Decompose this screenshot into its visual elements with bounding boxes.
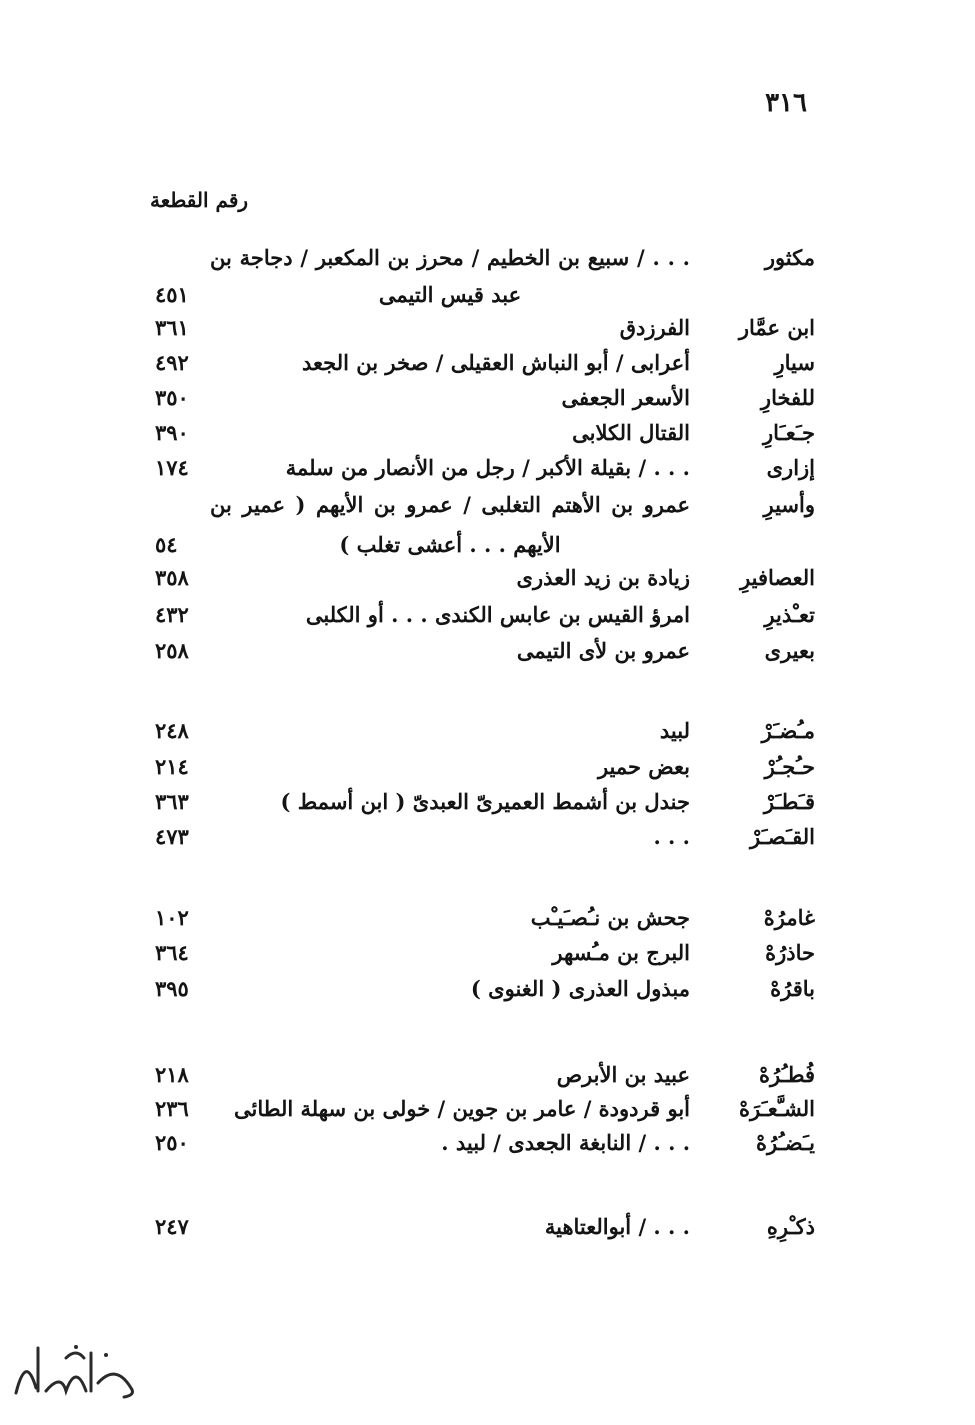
piece-number: ٢١٤ [155,754,189,779]
piece-number: ٢١٨ [155,1062,189,1087]
poet-names: . . . / بقيلة الأكبر / رجل من الأنصار من سلمة [285,455,690,480]
piece-number: ١٠٢ [155,905,189,930]
piece-number: ٣٥٠ [155,385,189,410]
rhyme-word: وأسيرِ [763,492,815,517]
poet-names: عمرو بن الأهتم التغلبى / عمرو بن الأيهم ( عمير بن [210,492,690,517]
piece-number: ٢٥٨ [155,638,189,663]
poet-names: الفرزدق [619,315,690,340]
poet-names: عبيد بن الأبرص [556,1062,690,1087]
piece-number: ٣٦٣ [155,789,189,814]
rhyme-word: العصافيرِ [740,565,815,590]
poet-names: زيادة بن زيد العذرى [516,565,690,590]
piece-number: ٢٤٧ [155,1214,189,1239]
piece-number: ٣٩٥ [155,976,189,1001]
rhyme-word: جـَعـَارِ [763,420,815,445]
piece-number: ١٧٤ [155,455,189,480]
rhyme-word: ابن عمَّار [738,315,815,340]
poet-names: عمرو بن لأى التيمى [516,638,690,663]
poet-names: عبد قيس التيمى [378,282,522,307]
poet-names: مبذول العذرى ( الغنوى ) [470,976,690,1001]
rhyme-word: سيارِ [774,350,815,375]
rhyme-word: مـُضـَرْ [761,718,815,743]
poet-names: الأسعر الجعفى [561,385,690,410]
piece-number: ٤٩٢ [155,350,189,375]
piece-number: ٤٣٢ [155,602,189,627]
piece-number: ٣٦١ [155,315,189,340]
calligraphic-seal-icon [6,1333,146,1413]
rhyme-word: حاذرُهْ [765,940,815,965]
poet-names: . . . / أبوالعتاهية [544,1214,690,1239]
poet-names: امرؤ القيس بن عابس الكندى . . . أو الكلبى [305,602,690,627]
poet-names: . . . [653,824,690,849]
poet-names: . . . / النابغة الجعدى / لبيد . [441,1130,690,1155]
column-header: رقم القطعة [150,188,249,212]
piece-number: ٢٣٦ [155,1096,189,1121]
poet-names: أعرابى / أبو النباش العقيلى / صخر بن الجعد [302,350,690,375]
poet-names: بعض حمير [597,754,690,779]
piece-number: ٢٤٨ [155,718,189,743]
poet-names: البرج بن مـُسهر [552,940,690,965]
piece-number: ٣٦٤ [155,940,189,965]
rhyme-word: القـَصـَرْ [750,824,815,849]
rhyme-word: حـُجـُرْ [764,754,815,779]
poet-names: الأيهم . . . أعشى تغلب ) [339,532,561,557]
poet-names: جندل بن أشمط العميرىّ العبدىّ ( ابن أسمط ) [280,789,690,814]
rhyme-word: قـَطـَرْ [763,789,815,814]
poet-names: لبيد [659,718,690,743]
rhyme-word: الشـَّعـَرَهْ [739,1096,815,1121]
rhyme-word: غامرُهْ [763,905,815,930]
piece-number: ٣٥٨ [155,565,189,590]
poet-names: . . . / سبيع بن الخطيم / محرز بن المكعبر / دجاجة بن [210,245,690,270]
rhyme-word: يـَضـُرُهْ [756,1130,815,1155]
piece-number: ٤٥١ [155,282,189,307]
piece-number: ٥٤ [155,532,178,557]
poet-names: أبو قردودة / عامر بن جوين / خولى بن سهلة الطائى [234,1096,690,1121]
piece-number: ٢٥٠ [155,1130,189,1155]
rhyme-word: فُطـُرُهْ [758,1062,815,1087]
poet-names: جحش بن نـُصـَيـْب [530,905,690,930]
watermark-logo [6,1333,146,1413]
piece-number: ٣٩٠ [155,420,189,445]
rhyme-word: بعيرى [764,638,815,663]
rhyme-word: باقرُهْ [770,976,815,1001]
poet-names: القتال الكلابى [572,420,690,445]
page-number: ٣١٦ [765,88,807,118]
piece-number: ٤٧٣ [155,824,189,849]
rhyme-word: تعـْذيرِ [764,602,815,627]
rhyme-word: مكثور [764,245,815,270]
rhyme-word: للفخارِ [760,385,815,410]
rhyme-word: إزارى [766,455,815,480]
rhyme-word: ذكـْرِهِ [766,1214,815,1239]
